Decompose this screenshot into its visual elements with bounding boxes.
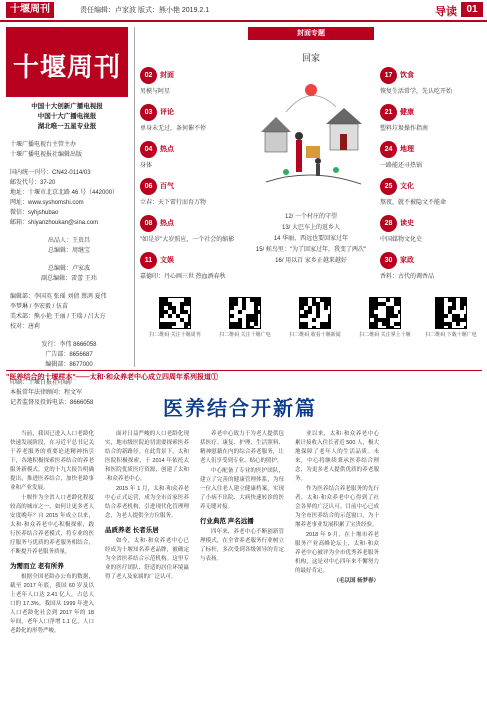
toc-title: 男模与阿星 (140, 89, 171, 95)
toc-title: 塑料垃圾操作指南 (380, 126, 429, 132)
qr-code-row (140, 297, 482, 355)
qr-code-icon (435, 297, 467, 329)
paragraph: 业以来，太和·和众养老中心累计接收入住长者近 500 人，极大地保障了老年人的生活品质。未来，中心将继续秉承医养结合理念，为更多老人提供优质的养老服务。 (295, 431, 379, 482)
qr-caption: 扫二维码 关注掌上十堰 (359, 332, 411, 338)
paragraph: 2018 年 9 月，在十堰市养老服务产业高峰论坛上，太和·和众养老中心被评为全市优秀养老服务机构，这是对中心四年来不懈努力的最好肯定。 (295, 532, 379, 574)
toc-item[interactable] (140, 67, 240, 95)
section-subtitle: 为需而立 老有所养 (10, 563, 64, 570)
qr-code-icon (229, 297, 261, 329)
info-block (10, 292, 128, 332)
masthead (6, 27, 128, 416)
info-line: 十堰广播电视台主管主办 (10, 142, 77, 148)
publication-info (6, 140, 128, 408)
masthead-title: 十堰周刊 (12, 53, 121, 83)
page-number: 01 (461, 2, 483, 17)
paragraph: 2015 年 1 月，太和·和众养老中心正式运营，成为全市首家医养结合养老机构，引进现代化管理理念，为老人提供全方位服务。 (105, 486, 189, 519)
toc-page-number: 28 (380, 215, 397, 232)
toc-title: 香料：古代的调香品 (380, 274, 435, 280)
column-divider (134, 27, 135, 367)
info-line: 广告部：8656687 (45, 352, 93, 358)
qr-caption: 扫二维码 关注十堰广电 (219, 332, 271, 338)
info-line: 邮发代号：37-20 (10, 180, 56, 186)
toc-section: 饮食 (400, 72, 414, 79)
toc-item[interactable] (380, 141, 480, 169)
article-column (10, 430, 94, 698)
toc-title: 身体 (140, 163, 153, 169)
cover-story-item: 14 华丽，西远也要回家过年 (273, 236, 349, 242)
paragraph: 养老中心致力于为老人提供包括医疗、康复、护理、生活照料、精神慰藉在内的综合养老服务，让老人们享受到专业、贴心的照护。 (200, 431, 284, 464)
paragraph: 作为医养结合养老服务的先行者，太和·和众养老中心得到了社会各界的广泛认可。目前中心已成为全市医养结合的示范窗口，为十堰养老事业发展积累了宝贵经验。 (295, 486, 379, 528)
info-block (10, 140, 128, 160)
toc-section: 健康 (400, 109, 414, 116)
toc-section: 地理 (400, 146, 414, 153)
info-line: 编辑部：8677000 (45, 362, 93, 368)
cover-story-item: 15/ 候鸟里："为了回家过年，我变了两次" (255, 247, 367, 253)
paragraph: 面对日益严峻的人口老龄化现实，地市级医院迫切需要探索医养结合的新路径。在此背景下，太和医院积极探索，于 2014 年依托太和医院优质医疗资源，创建了太和·和众养老中心。 (105, 431, 189, 482)
toc-section: 文化 (400, 183, 414, 190)
toc-left-column (140, 67, 240, 289)
info-line: 编辑部：李国英 张瑶 刘倩 蔡鸿 夏伟 (10, 294, 107, 300)
article-title: 医养结合开新篇 (163, 396, 317, 420)
toc-page-number: 24 (380, 141, 397, 158)
toc-page-number: 21 (380, 104, 397, 121)
toc-item[interactable] (140, 215, 240, 243)
toc-page-number: 11 (140, 252, 157, 269)
toc-section: 家政 (400, 257, 414, 264)
info-line: 发行：李伟 8666058 (41, 342, 97, 348)
paragraph: 根据全国老龄办公布的数据，截至 2017 年底，我国 60 岁及以上老年人口达 2.41 亿人，占总人口的 17.3%。我国从 1999 年进入人口老龄化社会到 2017 年的 18 年间，老年人口净增 1.1 亿，人口老龄化的形势严峻。 (10, 574, 94, 634)
toc-title: 一路能还寻热锅 (380, 163, 423, 169)
toc-item[interactable] (380, 178, 480, 206)
series-label: "医养结合的十堰样本"——太和·和众养老中心成立四周年系列报道① (6, 374, 218, 381)
paragraph: 当前，我国已进入人口老龄化快速发展阶段，在习近平总书记关于养老服务的重要论述精神指引下，各地积极探索医养结合的养老服务新模式。党的十九大报告明确提出，推进医养结合，加快老龄事业和产业发展。 (10, 431, 94, 491)
cover-feature (248, 47, 374, 267)
village-illustration (256, 72, 366, 202)
toc-page-number: 17 (380, 67, 397, 84)
toc-header: 封面专题 (248, 27, 374, 40)
paragraph: 中心配备了专业的医护团队，建立了完善的健康管理体系，为每一位入住老人建立健康档案，实现了小病不出院、大病快速转诊的医养无缝对接。 (200, 468, 284, 510)
info-block (10, 236, 128, 256)
toc-section: 评论 (160, 109, 174, 116)
masthead-logo (6, 27, 128, 97)
toc-title: 立春：天下雷行而育万物 (140, 200, 207, 206)
toc-title: "如是岁"大岁照应，一个社会的缩影 (140, 237, 235, 243)
toc-section: 热点 (160, 146, 174, 153)
info-block (10, 264, 128, 284)
cover-illustration (256, 72, 366, 202)
qr-code (144, 297, 206, 339)
toc-item[interactable] (380, 104, 480, 132)
toc-item[interactable] (140, 178, 240, 206)
cover-story-item: 12/ 一个村庄的守望 (284, 214, 337, 220)
info-line: 总编辑：卢家波 (47, 266, 90, 272)
toc-section: 封面 (160, 72, 174, 79)
article-column (105, 430, 189, 698)
honor-line: 中国十大创新广播电视报 (31, 103, 103, 110)
cover-story-list (248, 212, 374, 267)
qr-code (284, 297, 346, 339)
info-line: 本报常年法律顾问：程文军 (10, 390, 83, 396)
toc-page-number: 25 (380, 178, 397, 195)
info-line: 总编辑：周继宝 (47, 248, 90, 254)
info-line: 美术部：熊小艳 王丽 / 王瑞 / 吕大方 (10, 314, 106, 320)
toc-section: 热点 (160, 220, 174, 227)
toc-title: 熬夜，就不被隐文不能命 (380, 200, 447, 206)
info-line: 印刷：十堰日报社印刷厂 (10, 380, 77, 386)
honor-line: 湖北唯一五星专业报 (37, 123, 97, 130)
toc-item[interactable] (380, 252, 480, 280)
page-meta: 责任编辑：卢家波 版式：熊小艳 2019.2.1 (80, 7, 210, 14)
toc-title: 嘉德印：丹心画三世 热血酒春秋 (140, 274, 226, 280)
cover-story-item: 16/ 用以百 家乡正越来越好 (275, 258, 347, 264)
qr-code-icon (299, 297, 331, 329)
qr-code (354, 297, 416, 339)
article-column (295, 430, 379, 698)
info-line: 校对：唐莉 (10, 324, 41, 330)
publication-label: 十堰周刊 (6, 2, 54, 18)
paragraph: 十堰作为全省人口老龄化程度较高的城市之一，如何让更多老人安度晚年？自 2015 年成立以来，太和·和众养老中心积极探索，践行医养结合养老模式，将专业的医疗服务与优质的养老服务相结合，不断提升养老服务质量。 (10, 495, 94, 555)
info-line: 国内统一刊号：CN42-0114/03 (10, 170, 91, 176)
info-line: 网址：www.syshomshi.com (10, 200, 84, 206)
paragraph: 四年来，养老中心不断创新管理模式，在全省养老服务行业树立了标杆，多次受到各级领导的肯定与表扬。 (200, 529, 284, 562)
info-line: 副总编辑：雷蕾 王玮 (41, 276, 97, 282)
cover-story-item: 13/ 大巴车上的返乡人 (281, 225, 340, 231)
toc-page-number: 30 (380, 252, 397, 269)
table-of-contents (140, 27, 482, 367)
toc-item[interactable] (380, 215, 480, 243)
toc-title: 恢复生活常学，先认吃开始 (380, 89, 453, 95)
toc-item[interactable] (380, 67, 480, 95)
section-subtitle: 行业典范 声名远播 (200, 518, 254, 525)
toc-title: 中国媒物文化史 (380, 237, 423, 243)
qr-code (214, 297, 276, 339)
toc-title: 单身未无过，条何催不停 (140, 126, 207, 132)
section-label: 导读 (435, 6, 457, 18)
toc-section: 读史 (400, 220, 414, 227)
masthead-honors (6, 102, 128, 132)
top-bar (0, 0, 487, 20)
series-banner (6, 370, 482, 382)
info-line: 出品人：王贵昌 (47, 238, 90, 244)
toc-section: 文娱 (160, 257, 174, 264)
article-body (10, 430, 480, 698)
toc-item[interactable] (140, 104, 240, 132)
header-divider (0, 20, 487, 22)
qr-code (420, 297, 482, 339)
info-block (10, 340, 128, 370)
info-line: 地址：十堰市北京北路 46 号（442000） (10, 190, 119, 196)
toc-page-number: 02 (140, 67, 157, 84)
byline: （毛以国 杨梦春） (333, 578, 379, 584)
toc-page-number: 08 (140, 215, 157, 232)
honor-line: 中国十大广播电视报 (37, 113, 97, 120)
article-column (200, 430, 284, 698)
toc-page-number: 04 (140, 141, 157, 158)
toc-item[interactable] (140, 252, 240, 280)
info-line: 十堰广播电视报社编辑出版 (10, 152, 83, 158)
info-block (10, 168, 128, 228)
qr-code-icon (159, 297, 191, 329)
info-line: 李梦琳 / 李宏毅 / 伍苗 (10, 304, 69, 310)
toc-section: 百气 (160, 183, 174, 190)
qr-code-icon (369, 297, 401, 329)
section-subtitle: 品质养老 长者乐居 (105, 527, 159, 534)
toc-item[interactable] (140, 141, 240, 169)
qr-caption: 扫二维码 关注十堰周刊 (149, 332, 201, 338)
info-line: 邮箱：shiyanzhoukan@sina.com (10, 220, 99, 226)
toc-right-column (380, 67, 480, 289)
info-line: 微信：syhjshubao (10, 210, 59, 216)
toc-page-number: 03 (140, 104, 157, 121)
cover-title: 回家 (301, 54, 320, 64)
qr-caption: 扫二维码 下载十堰广电 (425, 332, 477, 338)
qr-caption: 扫二维码 收看十堰新闻 (289, 332, 341, 338)
toc-page-number: 06 (140, 178, 157, 195)
info-line: 记者监督及投诉电话：8666058 (10, 400, 94, 406)
paragraph: 如今，太和·和众养老中心已经成为十堰知名养老品牌，被确定为全省医养结合示范机构。这里专业的医疗团队、舒适的居住环境赢得了老人及家属的广泛认可。 (105, 538, 189, 580)
